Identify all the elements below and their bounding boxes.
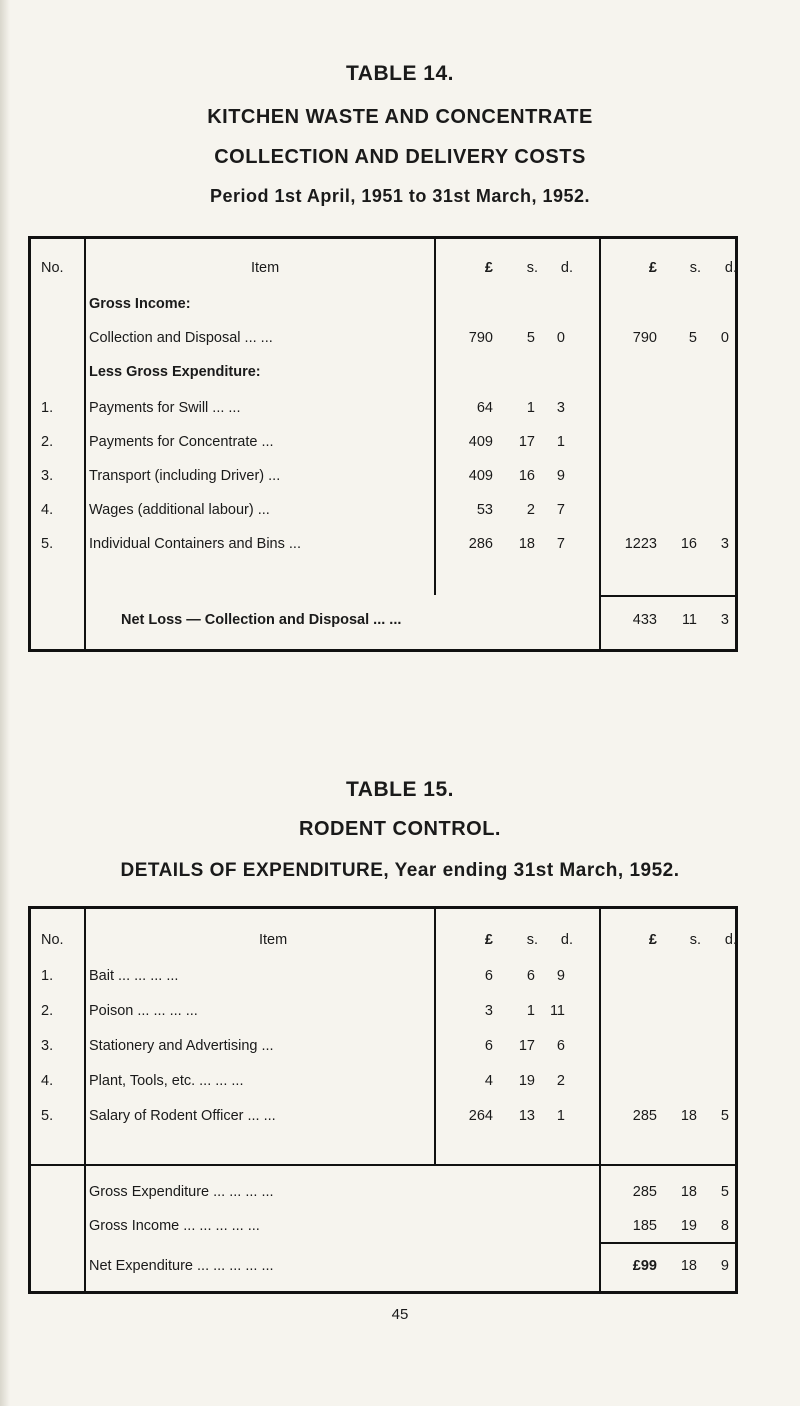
summary-label: Gross Income ... ... ... ... ... (89, 1218, 260, 1234)
row-item: Salary of Rodent Officer ... ... (89, 1108, 276, 1124)
total-pounds: £99 (632, 1258, 657, 1274)
table-row (31, 961, 735, 991)
col-d2-header: d. (724, 260, 737, 276)
row-item: Poison ... ... ... ... (89, 1003, 198, 1019)
table14 (28, 236, 738, 652)
gross-income-label-row (31, 289, 735, 319)
col-pound-header: £ (484, 932, 493, 948)
table-row (31, 529, 735, 559)
col-pound2-header: £ (648, 260, 657, 276)
amount-pounds: 409 (468, 434, 493, 450)
amount-pence: 9 (556, 468, 565, 484)
amount-pence: 2 (556, 1073, 565, 1089)
amount-pence: 7 (556, 536, 565, 552)
amount-shillings: 19 (518, 1073, 535, 1089)
amount-shillings: 5 (526, 330, 535, 346)
page-edge-shadow (0, 0, 10, 1406)
row-no: 1. (41, 968, 54, 984)
table-row (31, 427, 735, 457)
col-item-header: Item (251, 260, 280, 276)
col-pound2-header: £ (648, 932, 657, 948)
col-pound-header: £ (484, 260, 493, 276)
col-no-header: No. (41, 932, 64, 948)
table-row (31, 393, 735, 423)
row-no: 3. (41, 1038, 54, 1054)
total-pounds: 285 (632, 1108, 657, 1124)
row-no: 4. (41, 502, 54, 518)
total-pence: 0 (720, 330, 729, 346)
total-pounds: 790 (632, 330, 657, 346)
col-d-header: d. (560, 932, 573, 948)
table-row (31, 996, 735, 1026)
table15-title: RODENT CONTROL. (299, 818, 501, 840)
page-number: 45 (391, 1306, 409, 1323)
total-shillings: 19 (680, 1218, 697, 1234)
total-pence: 8 (720, 1218, 729, 1234)
col-no-header: No. (41, 260, 64, 276)
amount-pounds: 6 (484, 968, 493, 984)
gross-income-label: Gross Income: (89, 296, 191, 312)
row-no: 3. (41, 468, 54, 484)
table14-period: Period 1st April, 1951 to 31st March, 1952. (210, 186, 590, 206)
total-pence: 3 (720, 536, 729, 552)
total-pence: 9 (720, 1258, 729, 1274)
total-pence: 3 (720, 612, 729, 628)
col-s-header: s. (526, 932, 538, 948)
gross-expenditure-row (31, 1177, 735, 1207)
amount-pounds: 64 (476, 400, 493, 416)
table15-subtitle: DETAILS OF EXPENDITURE, Year ending 31st March, 1952. (120, 860, 680, 881)
less-expenditure-label-row (31, 357, 735, 387)
row-no: 5. (41, 1108, 54, 1124)
row-item: Transport (including Driver) ... (89, 468, 281, 484)
table-row (31, 1031, 735, 1061)
row-item: Payments for Concentrate ... (89, 434, 274, 450)
total-shillings: 11 (681, 612, 697, 628)
row-no: 1. (41, 400, 54, 416)
total-shillings: 18 (680, 1258, 697, 1274)
row-item: Bait ... ... ... ... (89, 968, 179, 984)
amount-shillings: 1 (526, 400, 535, 416)
summary-label: Gross Expenditure ... ... ... ... (89, 1184, 274, 1200)
total-pence: 5 (720, 1184, 729, 1200)
less-expenditure-label: Less Gross Expenditure: (89, 364, 261, 380)
row-no: 2. (41, 1003, 54, 1019)
row-no: 2. (41, 434, 54, 450)
col-s2-header: s. (689, 932, 701, 948)
amount-pounds: 264 (468, 1108, 493, 1124)
amount-pounds: 3 (484, 1003, 493, 1019)
table-row (31, 1066, 735, 1096)
gross-income-row (31, 1211, 735, 1241)
total-shillings: 18 (680, 1184, 697, 1200)
col-item-header: Item (259, 932, 288, 948)
amount-pence: 11 (549, 1003, 565, 1019)
total-pence: 5 (720, 1108, 729, 1124)
amount-pence: 3 (556, 400, 565, 416)
amount-pounds: 6 (484, 1038, 493, 1054)
row-item: Stationery and Advertising ... (89, 1038, 274, 1054)
amount-pounds: 4 (484, 1073, 493, 1089)
net-expenditure-row (31, 1251, 735, 1281)
table14-header-row (31, 253, 735, 283)
row-item: Collection and Disposal ... ... (89, 330, 273, 346)
amount-pence: 6 (556, 1038, 565, 1054)
total-pounds: 285 (632, 1184, 657, 1200)
table-row (31, 461, 735, 491)
amount-pence: 7 (556, 502, 565, 518)
row-item: Wages (additional labour) ... (89, 502, 270, 518)
table14-title-line1: KITCHEN WASTE AND CONCENTRATE (207, 106, 593, 128)
table14-heading: TABLE 14. (346, 62, 454, 85)
summary-label: Net Expenditure ... ... ... ... ... (89, 1258, 274, 1274)
amount-shillings: 6 (526, 968, 535, 984)
amount-shillings: 18 (518, 536, 535, 552)
table14-title-line2: COLLECTION AND DELIVERY COSTS (214, 146, 586, 168)
col-d2-header: d. (724, 932, 737, 948)
net-loss-label: Net Loss — Collection and Disposal ... ... (121, 612, 402, 628)
amount-shillings: 16 (518, 468, 535, 484)
amount-pounds: 286 (468, 536, 493, 552)
table-row (31, 1101, 735, 1131)
net-loss-row (31, 605, 735, 635)
amount-pence: 1 (556, 434, 565, 450)
total-shillings: 5 (688, 330, 697, 346)
col-d-header: d. (560, 260, 573, 276)
table15 (28, 906, 738, 1294)
amount-pounds: 409 (468, 468, 493, 484)
amount-pounds: 790 (468, 330, 493, 346)
amount-shillings: 1 (526, 1003, 535, 1019)
col-s2-header: s. (689, 260, 701, 276)
amount-pence: 1 (556, 1108, 565, 1124)
amount-shillings: 13 (518, 1108, 535, 1124)
table15-heading: TABLE 15. (346, 778, 454, 801)
row-no: 4. (41, 1073, 54, 1089)
table-row (31, 323, 735, 353)
amount-pounds: 53 (476, 502, 493, 518)
amount-pence: 0 (556, 330, 565, 346)
row-no: 5. (41, 536, 54, 552)
amount-shillings: 2 (526, 502, 535, 518)
table15-header-row (31, 925, 735, 955)
total-pounds: 433 (632, 612, 657, 628)
total-shillings: 18 (680, 1108, 697, 1124)
amount-pence: 9 (556, 968, 565, 984)
row-item: Individual Containers and Bins ... (89, 536, 301, 552)
total-pounds: 185 (632, 1218, 657, 1234)
amount-shillings: 17 (518, 1038, 535, 1054)
table-row (31, 495, 735, 525)
col-s-header: s. (526, 260, 538, 276)
total-shillings: 16 (680, 536, 697, 552)
row-item: Plant, Tools, etc. ... ... ... (89, 1073, 244, 1089)
amount-shillings: 17 (518, 434, 535, 450)
total-pounds: 1223 (624, 536, 657, 552)
row-item: Payments for Swill ... ... (89, 400, 241, 416)
